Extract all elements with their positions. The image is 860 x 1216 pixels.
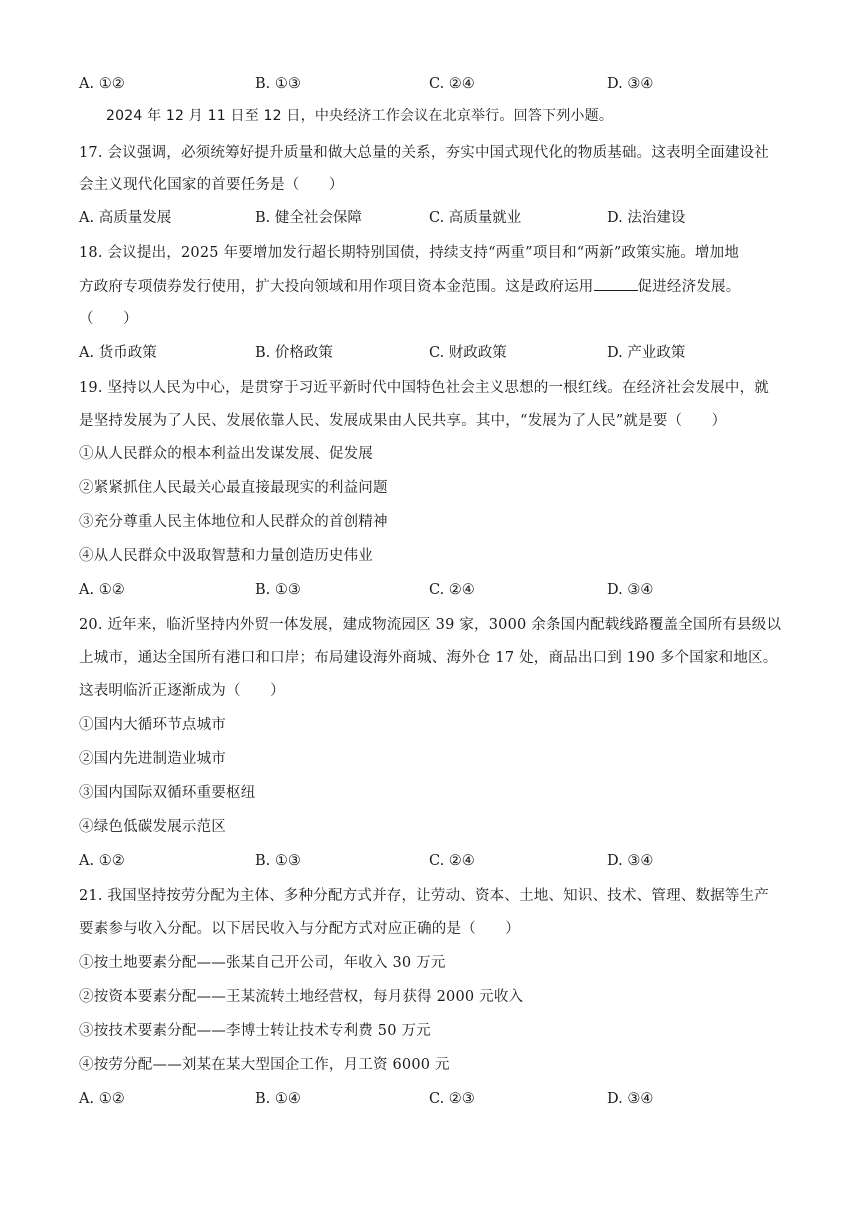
- q21-item-1: ①按土地要素分配——张某自己开公司，年收入 30 万元: [79, 955, 446, 971]
- q18-option-d[interactable]: D. 产业政策: [607, 345, 686, 361]
- q17-option-b[interactable]: B. 健全社会保障: [255, 210, 362, 226]
- q17-option-c[interactable]: C. 高质量就业: [429, 210, 522, 226]
- q19-item-2: ②紧紧抓住人民最关心最直接最现实的利益问题: [79, 480, 388, 496]
- q19-option-d[interactable]: D. ③④: [607, 582, 654, 598]
- prev-question-options: [79, 74, 791, 94]
- q20-option-b[interactable]: B. ①③: [255, 853, 301, 869]
- q21-stem-line1: 21. 我国坚持按劳分配为主体、多种分配方式并存，让劳动、资本、土地、知识、技术、管理、数据等生产: [79, 888, 769, 904]
- q18-options: [79, 343, 791, 363]
- q18-option-b[interactable]: B. 价格政策: [255, 345, 333, 361]
- q20-item-1: ①国内大循环节点城市: [79, 717, 226, 733]
- q21-option-b[interactable]: B. ①④: [255, 1091, 301, 1107]
- q19-item-3: ③充分尊重人民主体地位和人民群众的首创精神: [79, 514, 388, 530]
- question-group-intro: 2024 年 12 月 11 日至 12 日，中央经济工作会议在北京举行。回答下列小题。: [106, 108, 614, 124]
- q21-item-4: ④按劳分配——刘某在某大型国企工作，月工资 6000 元: [79, 1057, 450, 1073]
- q19-item-1: ①从人民群众的根本利益出发谋发展、促发展: [79, 446, 373, 462]
- q19-stem-line2: 是坚持发展为了人民、发展依靠人民、发展成果由人民共享。其中，“发展为了人民”就是要（ ）: [79, 413, 727, 429]
- q19-item-4: ④从人民群众中汲取智慧和力量创造历史伟业: [79, 548, 373, 564]
- q21-option-c[interactable]: C. ②③: [429, 1091, 475, 1107]
- q21-option-d[interactable]: D. ③④: [607, 1091, 654, 1107]
- q17-stem-line1: 17. 会议强调，必须统筹好提升质量和做大总量的关系，夯实中国式现代化的物质基础。这表明全面建设社: [79, 145, 769, 161]
- q20-item-2: ②国内先进制造业城市: [79, 751, 226, 767]
- q21-option-a[interactable]: A. ①②: [79, 1091, 125, 1107]
- q20-options: [79, 851, 791, 871]
- fill-in-blank: [594, 276, 638, 291]
- q20-stem-line1: 20. 近年来，临沂坚持内外贸一体发展，建成物流园区 39 家，3000 余条国内配载线路覆盖全国所有县级以: [79, 617, 782, 633]
- q21-options: [79, 1089, 791, 1109]
- q18-stem-line2-before: 方政府专项债券发行使用，扩大投向领域和用作项目资本金范围。这是政府运用: [79, 279, 594, 295]
- q20-option-c[interactable]: C. ②④: [429, 853, 475, 869]
- q19-options: [79, 580, 791, 600]
- q18-stem-line3: （ ）: [79, 311, 138, 327]
- option-a[interactable]: A. ①②: [79, 76, 125, 92]
- q21-item-3: ③按技术要素分配——李博士转让技术专利费 50 万元: [79, 1023, 431, 1039]
- q18-option-c[interactable]: C. 财政政策: [429, 345, 507, 361]
- q19-stem-line1: 19. 坚持以人民为中心，是贯穿于习近平新时代中国特色社会主义思想的一根红线。在经济社会发展中，就: [79, 380, 769, 396]
- q21-stem-line2: 要素参与收入分配。以下居民收入与分配方式对应正确的是（ ）: [79, 921, 520, 937]
- option-b[interactable]: B. ①③: [255, 76, 301, 92]
- q19-option-a[interactable]: A. ①②: [79, 582, 125, 598]
- q17-option-a[interactable]: A. 高质量发展: [79, 210, 172, 226]
- q20-stem-line2: 上城市，通达全国所有港口和口岸；布局建设海外商城、海外仓 17 处，商品出口到 190 多个国家和地区。: [79, 650, 778, 666]
- q17-stem-line2: 会主义现代化国家的首要任务是（ ）: [79, 177, 344, 193]
- q18-stem-line1: 18. 会议提出，2025 年要增加发行超长期特别国债，持续支持“两重”项目和“两新”政策实施。增加地: [79, 245, 740, 261]
- q20-item-3: ③国内国际双循环重要枢纽: [79, 785, 256, 801]
- q17-options: [79, 208, 791, 228]
- q19-option-c[interactable]: C. ②④: [429, 582, 475, 598]
- q21-item-2: ②按资本要素分配——王某流转土地经营权，每月获得 2000 元收入: [79, 989, 524, 1005]
- q18-stem-line2: [79, 276, 791, 297]
- q18-option-a[interactable]: A. 货币政策: [79, 345, 157, 361]
- q20-option-a[interactable]: A. ①②: [79, 853, 125, 869]
- q17-option-d[interactable]: D. 法治建设: [607, 210, 686, 226]
- q20-stem-line3: 这表明临沂正逐渐成为（ ）: [79, 683, 285, 699]
- option-c[interactable]: C. ②④: [429, 76, 475, 92]
- option-d[interactable]: D. ③④: [607, 76, 654, 92]
- q20-item-4: ④绿色低碳发展示范区: [79, 819, 226, 835]
- q19-option-b[interactable]: B. ①③: [255, 582, 301, 598]
- q20-option-d[interactable]: D. ③④: [607, 853, 654, 869]
- q18-stem-line2-after: 促进经济发展。: [637, 279, 741, 295]
